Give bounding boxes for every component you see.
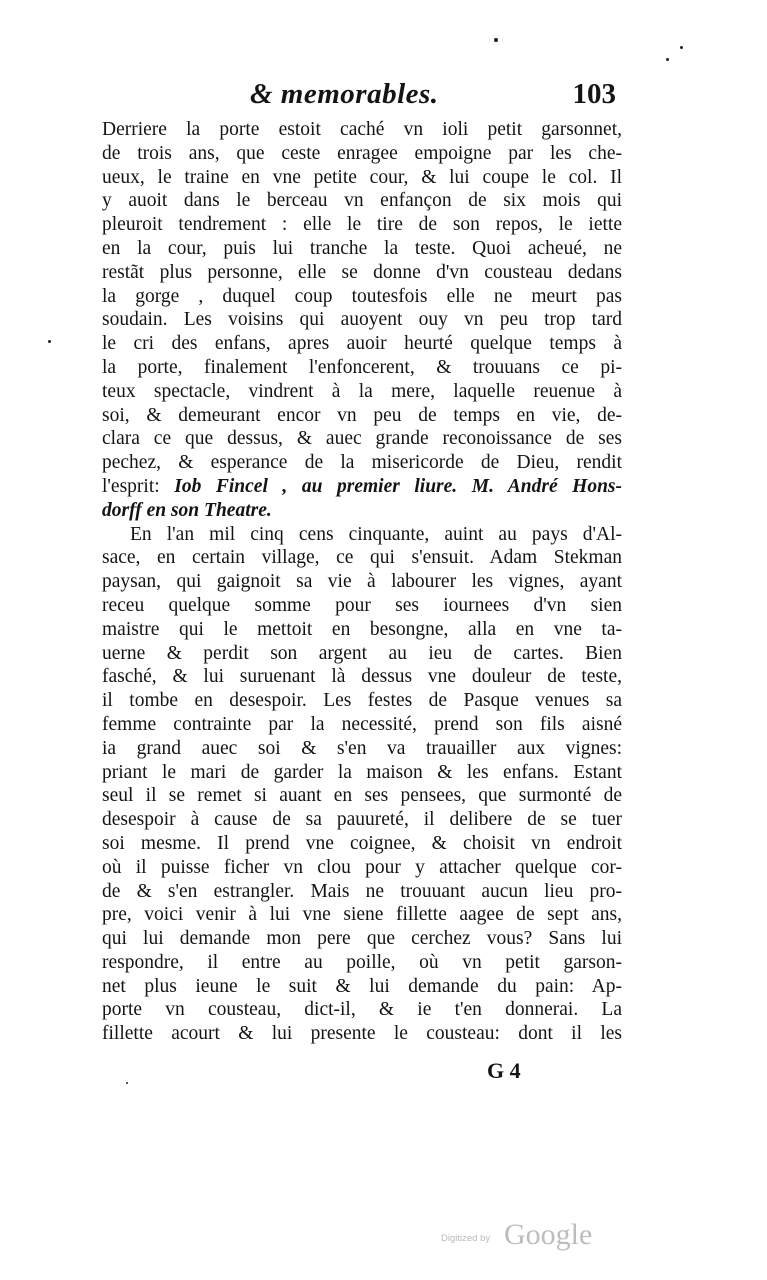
text-line: teux spectacle, vindrent à la mere, laquelle reuenue à — [102, 380, 622, 402]
text-line: seul il se remet si auant en ses pensees, que surmonté de — [102, 785, 622, 807]
ink-speck — [494, 38, 498, 42]
paragraph-start: En l'an mil cinq cens cinquante, auint au pays d'Al- — [130, 523, 622, 545]
text-line: desespoir à cause de sa pauureté, il delibere de se tuer — [102, 809, 622, 831]
ink-speck — [126, 1082, 128, 1084]
text-line: Derriere la porte estoit caché vn ioli petit garsonnet, — [102, 119, 622, 140]
text-line: la gorge , duquel coup toutesfois elle ne meurt pas — [102, 285, 622, 307]
text-line: fasché, & lui suruenant là dessus vne douleur de teste, — [102, 666, 622, 688]
page-number: 103 — [572, 78, 616, 110]
text-line: pre, voici venir à lui vne siene fillette aagee de sept ans, — [102, 904, 622, 926]
text-line: uerne & perdit son argent au ieu de cartes. Bien — [102, 642, 622, 664]
google-logo: Google — [504, 1218, 593, 1251]
text-line: femme contrainte par la necessité, prend son fils aisné — [102, 713, 622, 735]
digitized-by-label: Digitized by — [441, 1233, 491, 1244]
text-line: de trois ans, que ceste enragee empoigne par les che- — [102, 142, 622, 164]
text-line: receu quelque somme pour ses iournees d'vn sien — [102, 594, 622, 616]
text-line: soi, & demeurant encor vn peu de temps en vie, de- — [102, 404, 622, 426]
body-text — [102, 118, 622, 1046]
ink-speck — [48, 340, 51, 343]
text-line: ia grand auec soi & s'en va trauailler aux vignes: — [102, 737, 622, 759]
text-line: fillette acourt & lui presente le cousteau: dont il les — [102, 1023, 622, 1045]
text-line: porte vn cousteau, dict-il, & ie t'en donnerai. La — [102, 999, 622, 1021]
text-line: ueux, le traine en vne petite cour, & lui coupe le col. Il — [102, 166, 622, 188]
text-line: où il puisse ficher vn clou pour y attacher quelque cor- — [102, 856, 622, 878]
text-line: pechez, & esperance de la misericorde de Dieu, rendit — [102, 452, 622, 474]
page-header — [100, 78, 630, 118]
citation-lead: l'esprit: — [102, 475, 160, 497]
text-line: clara ce que dessus, & auec grande reconoissance de ses — [102, 428, 622, 450]
text-line: priant le mari de garder la maison & les enfans. Estant — [102, 761, 622, 783]
google-watermark — [436, 1217, 606, 1257]
ink-speck — [680, 46, 683, 49]
text-line: restãt plus personne, elle se donne d'vn cousteau dedans — [102, 261, 622, 283]
text-line: la porte, finalement l'enfoncerent, & trouuans ce pi- — [102, 356, 622, 378]
text-line: pleuroit tendrement : elle le tire de son repos, le iette — [102, 214, 622, 236]
text-line: sace, en certain village, ce qui s'ensuit. Adam Stekman — [102, 547, 622, 569]
signature-mark: G 4 — [487, 1058, 521, 1083]
text-line: il tombe en desespoir. Les festes de Pasque venues sa — [102, 690, 622, 712]
text-line: qui lui demande mon pere que cerchez vous? Sans lui — [102, 928, 622, 950]
running-title: & memorables. — [250, 78, 439, 110]
text-line: en la cour, puis lui tranche la teste. Quoi acheué, ne — [102, 237, 622, 259]
text-line: le cri des enfans, apres auoir heurté quelque temps à — [102, 333, 622, 355]
citation-source: Iob Fincel , au premier liure. M. André Hons- — [174, 475, 622, 497]
text-line: maistre qui le mettoit en besongne, alla en vne ta- — [102, 618, 622, 640]
text-line: de & s'en estrangler. Mais ne trouuant aucun lieu pro- — [102, 880, 622, 902]
text-line-citation-end: dorff en son Theatre. — [102, 499, 272, 521]
text-line: soi mesme. Il prend vne coignee, & choisit vn endroit — [102, 832, 622, 854]
ink-speck — [666, 58, 669, 61]
text-line: y auoit dans le berceau vn enfançon de six mois qui — [102, 190, 622, 212]
text-line: respondre, il entre au poille, où vn petit garson- — [102, 951, 622, 973]
text-line: net plus ieune le suit & lui demande du pain: Ap- — [102, 975, 622, 997]
text-line: paysan, qui gaignoit sa vie à labourer les vignes, ayant — [102, 571, 622, 593]
text-line-citation — [102, 475, 622, 499]
text-line: soudain. Les voisins qui auoyent ouy vn peu trop tard — [102, 309, 622, 331]
